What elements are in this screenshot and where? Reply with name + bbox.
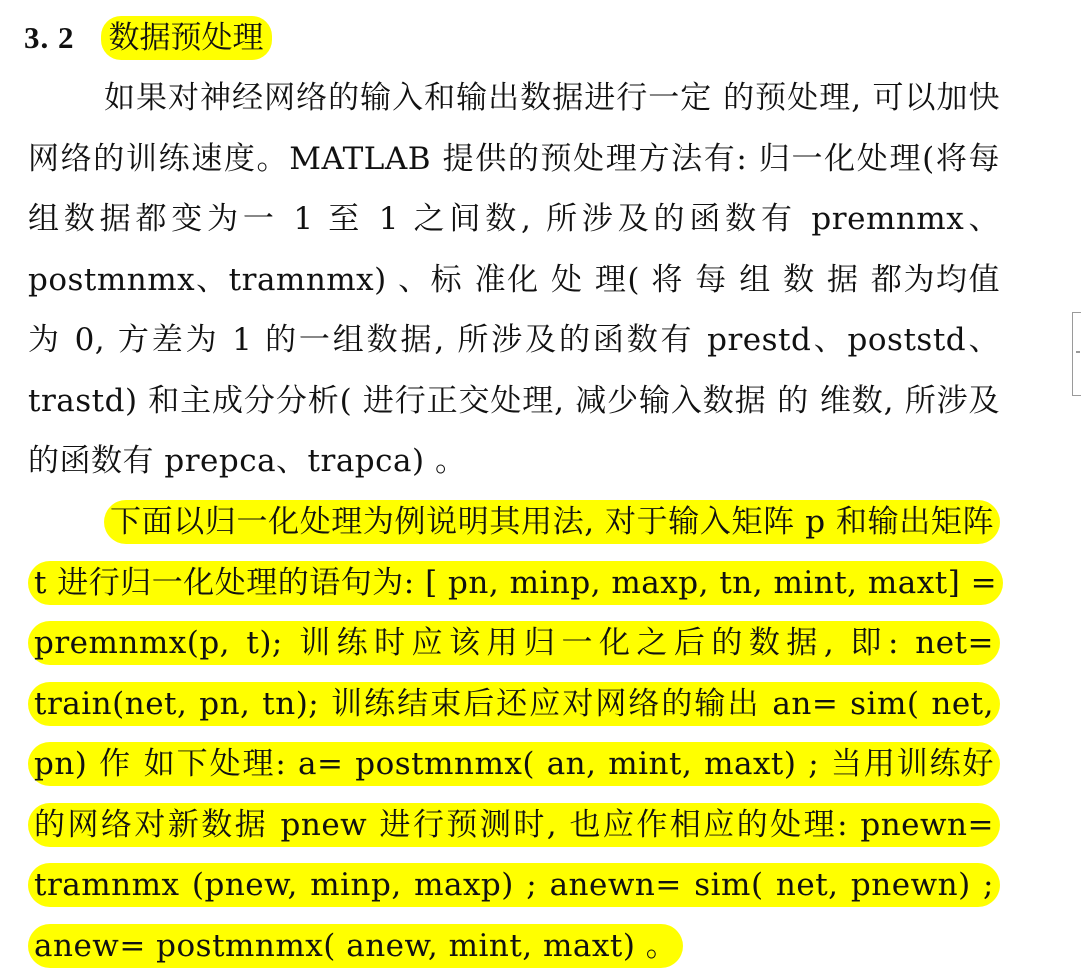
section-number: 3. 2 — [24, 20, 75, 55]
paragraph-text: 如果对神经网络的输入和输出数据进行一定 的预处理, 可以加快网络的训练速度。MATLAB 提供的预处理方法有: 归一化处理(将每组数据都变为一 1 至 1 之间数, 所涉及的函数有 premnmx、postmnmx、tramnmx) 、标 准化 处 理( 将 每 组 数 据 都为均值为 0, 方差为 1 的一组数据, 所涉及的函数有 prestd、poststd、trastd) 和主成分分析( 进行正交处理, 减少输入数据 的 维数, 所涉及的函数有 prepca、trapca) 。 — [28, 80, 1000, 479]
margin-marker-tick — [1076, 351, 1080, 353]
paragraph-preprocessing-intro — [28, 68, 1000, 492]
margin-marker — [1072, 312, 1081, 396]
highlighted-text: 下面以归一化处理为例说明其用法, 对于输入矩阵 p 和输出矩阵 t 进行归一化处理的语句为: [ pn, minp, maxp, tn, mint, maxt] = premnmx(p, t); 训练时应该用归一化之后的数据, 即: net= train(net, pn, tn); 训练结束后还应对网络的输出 an= sim( net, pn) 作 如下处理: a= postmnmx( an, mint, maxt) ; 当用训练好的网络对新数据 pnew 进行预测时, 也应作相应的处理: pnewn= tramnmx (pnew, minp, maxp) ; anewn= sim( net, pnewn) ; anew= postmnmx( anew, mint, maxt) 。 — [28, 500, 1003, 968]
paragraph-normalization-example — [28, 492, 1000, 976]
section-title: 数据预处理 — [101, 16, 272, 60]
section-heading — [24, 14, 272, 62]
